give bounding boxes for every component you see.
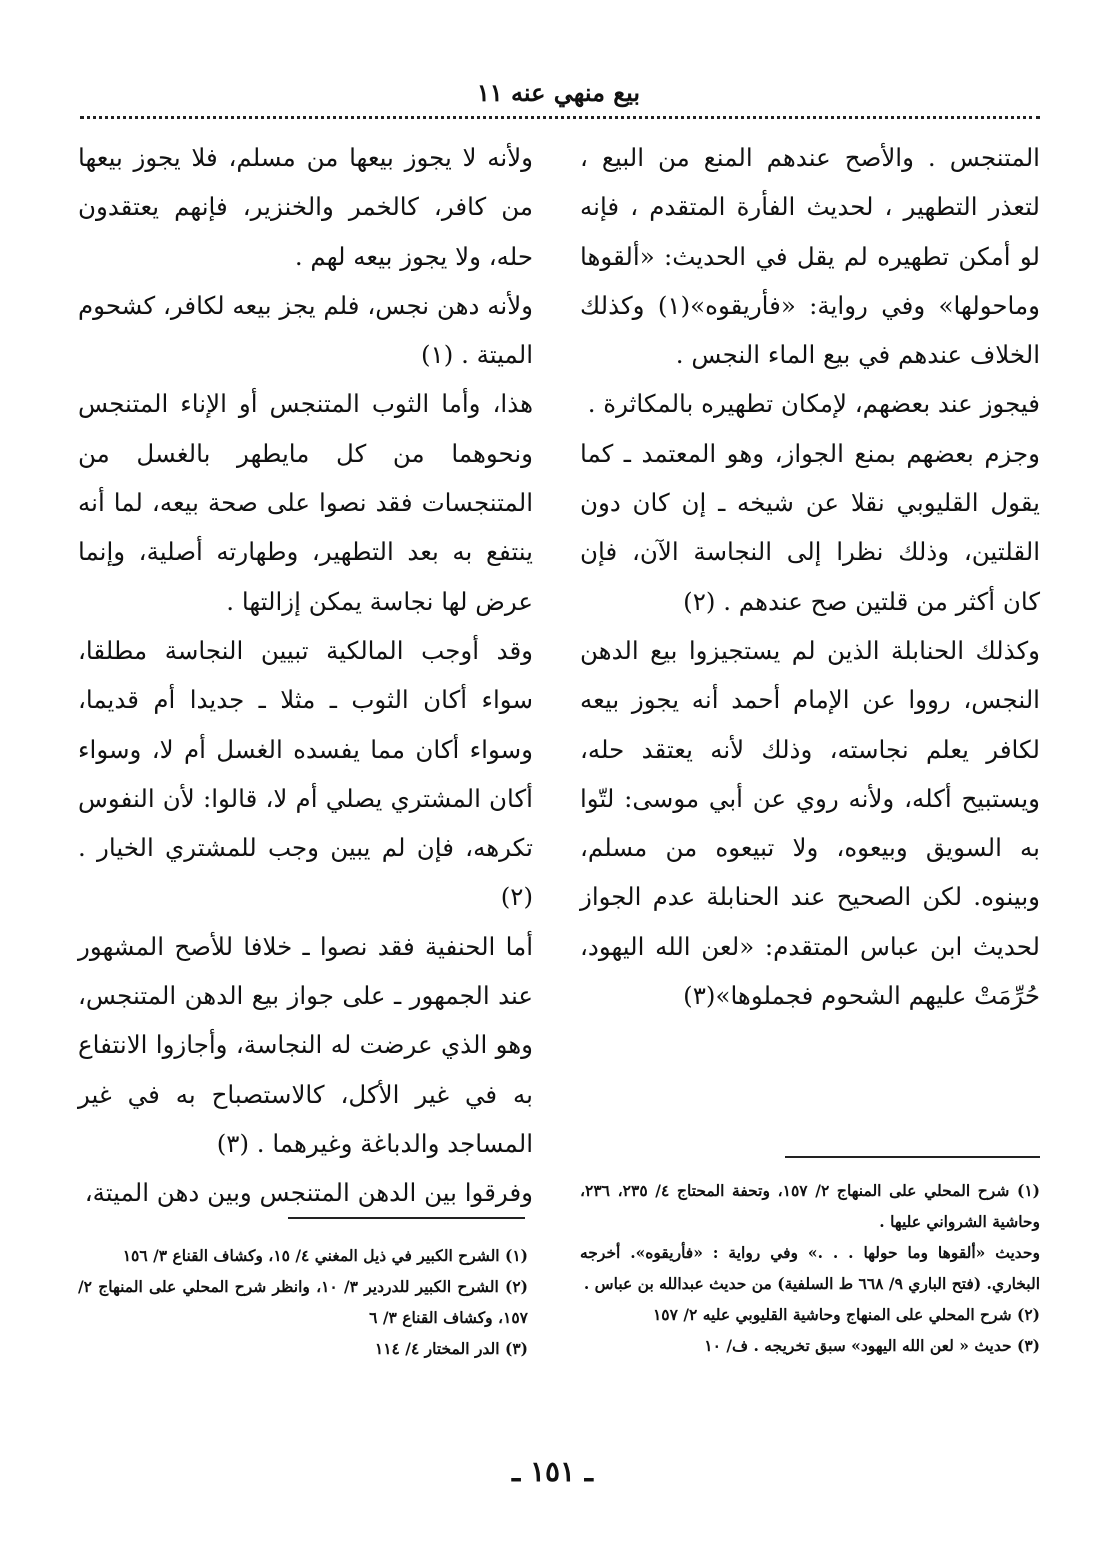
footnote-left-1: (١) الشرح الكبير في ذيل المغني ٤/ ١٥، وكشاف القناع ٣/ ١٥٦ <box>122 1246 528 1265</box>
footnote-rule-left <box>288 1217 525 1219</box>
footnote-left-2: (٢) الشرح الكبير للدردير ٣/ ١٠، وانظر شرح المحلي على المنهاج ٢/ ١٥٧، وكشاف القناع ٣/ ٦ <box>78 1277 529 1327</box>
right-paragraph-4: وكذلك الحنابلة الذين لم يستجيزوا بيع الدهن النجس، رووا عن الإمام أحمد أنه يجوز بيعه لكافر يعلم نجاسته، وذلك لأنه يعتقد حله، ويستبيح أكله، ولأنه روي عن أبي موسى: لتّوا به السويق وبيعوه، ولا تبيعوه من مسلم، وبينوه. لكن الصحيح عند الحنابلة عدم الجواز لحديث ابن عباس المتقدم: «لعن الله اليهود، حُرِّمَتْ عليهم الشحوم فجملوها»(٣) <box>580 635 1040 1011</box>
left-paragraph-6: وفرقوا بين الدهن المتنجس وبين دهن الميتة، <box>84 1178 533 1208</box>
footnotes-left <box>78 1240 528 1364</box>
footnote-left-3: (٣) الدر المختار ٤/ ١١٤ <box>374 1339 528 1358</box>
footnote-right-1: (١) شرح المحلي على المنهاج ٢/ ١٥٧، وتحفة المحتاج ٤/ ٢٣٥، ٢٣٦، وحاشية الشرواني عليها . <box>580 1181 1040 1231</box>
footnotes-right <box>580 1175 1040 1361</box>
left-paragraph-1: ولأنه لا يجوز بيعها من مسلم، فلا يجوز بيعها من كافر، كالخمر والخنزير، فإنهم يعتقدون حله، ولا يجوز بيعه لهم . <box>78 143 533 271</box>
running-header-title: بيع منهي عنه ١١ <box>476 78 640 107</box>
left-paragraph-3: هذا، وأما الثوب المتنجس أو الإناء المتنجس ونحوهما من كل مايطهر بالغسل من المتنجسات فقد نصوا على صحة بيعه، لما أنه ينتفع به بعد التطهير، وطهارته أصلية، وإنما عرض لها نجاسة يمكن إزالتها . <box>78 389 533 616</box>
left-paragraph-2: ولأنه دهن نجس، فلم يجز بيعه لكافر، كشحوم الميتة . (١) <box>78 290 533 370</box>
right-column <box>580 133 1040 1020</box>
running-header <box>80 78 1040 114</box>
page-number: ـ ١٥١ ـ <box>511 1455 594 1488</box>
footnote-right-3: (٣) حديث « لعن الله اليهود» سبق تخريجه . ف/ ١٠ <box>704 1336 1040 1355</box>
right-paragraph-2: فيجوز عند بعضهم، لإمكان تطهيره بالمكاثرة . <box>587 389 1040 419</box>
footnote-right-2: (٢) شرح المحلي على المنهاج وحاشية القليوبي عليه ٢/ ١٥٧ <box>652 1305 1040 1324</box>
header-dotted-rule <box>80 116 1040 119</box>
left-paragraph-4: وقد أوجب المالكية تبيين النجاسة مطلقا، سواء أكان الثوب ـ مثلا ـ جديدا أم قديما، وسواء أكان مما يفسده الغسل أم لا، وسواء أكان المشتري يصلي أم لا، قالوا: لأن النفوس تكرهه، فإن لم يبين وجب للمشتري الخيار . (٢) <box>78 635 533 912</box>
left-column <box>78 133 533 1218</box>
left-paragraph-5: أما الحنفية فقد نصوا ـ خلافا للأصح المشهور عند الجمهور ـ على جواز بيع الدهن المتنجس، وهو الذي عرضت له النجاسة، وأجازوا الانتفاع به في غير الأكل، كالاستصباح به في غير المساجد والدباغة وغيرهما . (٣) <box>78 931 533 1158</box>
right-paragraph-1: المتنجس . والأصح عندهم المنع من البيع ، لتعذر التطهير ، لحديث الفأرة المتقدم ، فإنه لو أمكن تطهيره لم يقل في الحديث: «ألقوها وماحولها» وفي رواية: «فأريقوه»(١) وكذلك الخلاف عندهم في بيع الماء النجس . <box>580 143 1040 370</box>
footnote-right-1-cont: وحديث «ألقوها وما حولها . . .» وفي رواية : «فأريقوه». أخرجه البخاري. (فتح الباري ٩/ ٦٦٨ ط السلفية) من حديث عبدالله بن عباس . <box>580 1243 1040 1293</box>
footnote-rule-right <box>785 1156 1040 1158</box>
right-paragraph-3: وجزم بعضهم بمنع الجواز، وهو المعتمد ـ كما يقول القليوبي نقلا عن شيخه ـ إن كان دون القلتين، وذلك نظرا إلى النجاسة الآن، فإن كان أكثر من قلتين صح عندهم . (٢) <box>580 438 1040 616</box>
